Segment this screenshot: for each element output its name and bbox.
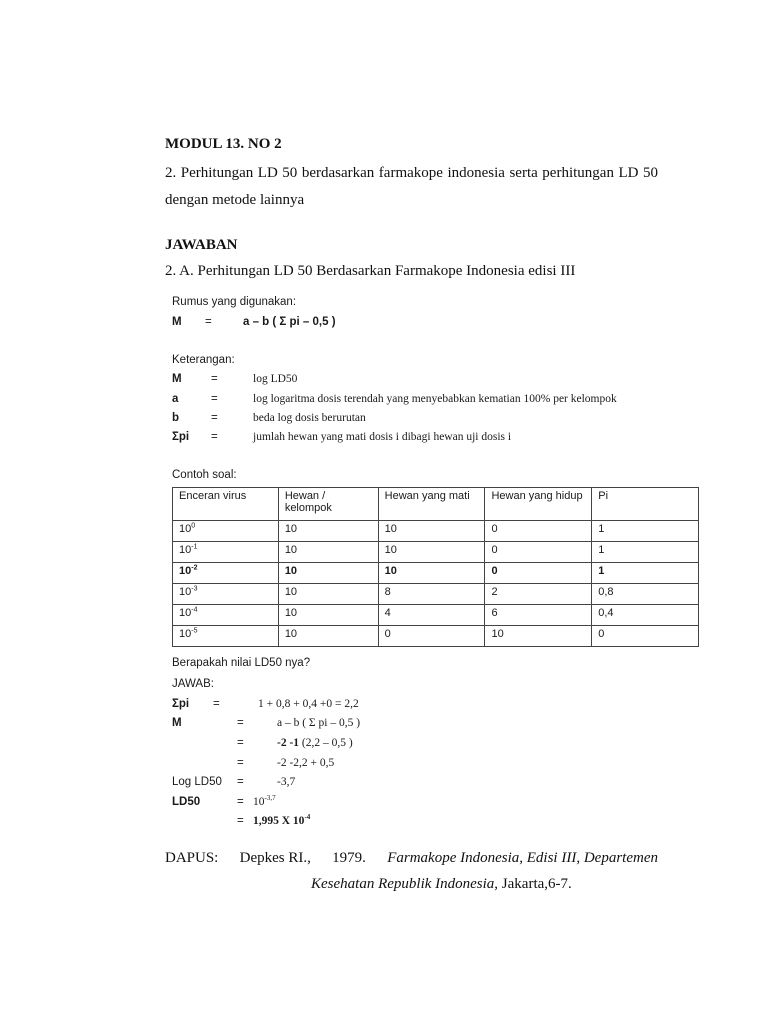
table-cell: 8 [378, 584, 485, 605]
legend-desc-a: log logaritma dosis terendah yang menyebabkan kematian 100% per kelompok [253, 393, 617, 405]
table-cell: 10 [278, 521, 378, 542]
table-cell: 1 [592, 542, 699, 563]
calc-step1-eq: = [237, 737, 244, 749]
legend-eq-b: = [211, 412, 218, 424]
legend-sym-m: M [172, 373, 182, 385]
legend-desc-sigma: jumlah hewan yang mati dosis i dibagi hewan uji dosis i [253, 431, 512, 443]
calc-ld-rhs: $10^{-3,7}$ [253, 794, 276, 808]
legend-desc-b: beda log dosis berurutan [253, 412, 366, 424]
calc-log-eq: = [237, 776, 244, 788]
reference-year: 1979. [332, 850, 366, 866]
reference-title-part1: Farmakope Indonesia, Edisi III, Departemen [387, 850, 658, 866]
calc-final-value: 1,995 X $10^{-4}$ [253, 813, 311, 827]
table-cell: 10 [378, 563, 485, 584]
table-header: Pi [592, 488, 699, 521]
calc-m-eq: = [237, 717, 244, 729]
table-cell: 10 [485, 626, 592, 647]
table-cell: 0,4 [592, 605, 699, 626]
table-cell: 0,8 [592, 584, 699, 605]
table-row [173, 563, 699, 584]
table-row [173, 521, 699, 542]
dilution-cell: $10^0$ [173, 521, 279, 542]
legend-desc-m: log LD50 [253, 373, 298, 385]
keterangan-label: Keterangan: [172, 354, 235, 366]
reference [165, 845, 658, 897]
dilution-cell: $10^{-5}$ [173, 626, 279, 647]
table-header: Enceran virus [173, 488, 279, 521]
answer-subtitle: 2. A. Perhitungan LD 50 Berdasarkan Farmakope Indonesia edisi III [165, 263, 576, 279]
formula-rhs: a – b ( Σ pi – 0,5 ) [243, 316, 336, 328]
dilution-cell: $10^{-1}$ [173, 542, 279, 563]
legend-sym-b: b [172, 412, 180, 424]
table-cell: 10 [278, 584, 378, 605]
module-title: MODUL 13. NO 2 [165, 136, 282, 152]
dilution-cell: $10^{-4}$ [173, 605, 279, 626]
table-cell: 10 [278, 563, 378, 584]
calc-question: Berapakah nilai LD50 nya? [172, 657, 311, 669]
legend-sym-sigma: Σpi [172, 431, 190, 443]
dilution-cell: $10^{-2}$ [173, 563, 279, 584]
table-cell: 0 [485, 542, 592, 563]
calc-step1: -2 -1 (2,2 – 0,5 ) [277, 737, 353, 749]
table-cell: 1 [592, 563, 699, 584]
table-row [173, 542, 699, 563]
table-header-row [173, 488, 699, 521]
dilution-cell: $10^{-3}$ [173, 584, 279, 605]
calc-step2-eq: = [237, 757, 244, 769]
table-row [173, 605, 699, 626]
table-cell: 6 [485, 605, 592, 626]
table-row [173, 626, 699, 647]
table-cell: 0 [485, 521, 592, 542]
calc-m-rhs: a – b ( Σ pi – 0,5 ) [277, 717, 361, 729]
reference-label: DAPUS: [165, 850, 219, 866]
calc-ld-eq: = [237, 796, 244, 808]
example-label: Contoh soal: [172, 469, 237, 481]
calc-step2: -2 -2,2 + 0,5 [277, 757, 335, 769]
legend-eq-sigma: = [211, 431, 218, 443]
reference-rest: , Jakarta,6-7. [494, 876, 572, 892]
table-header: Hewan yang hidup [485, 488, 592, 521]
legend-eq-a: = [211, 393, 218, 405]
table-cell: 4 [378, 605, 485, 626]
calc-final-eq: = [237, 815, 244, 827]
table-row [173, 584, 699, 605]
answer-heading: JAWABAN [165, 237, 238, 253]
table-cell: 0 [378, 626, 485, 647]
table-header: Hewan yang mati [378, 488, 485, 521]
table-header: Hewan / kelompok [278, 488, 378, 521]
formula-eq: = [205, 316, 212, 328]
table-cell: 10 [378, 521, 485, 542]
table-cell: 10 [378, 542, 485, 563]
reference-title-part2: Kesehatan Republik Indonesia [311, 876, 495, 892]
calc-log-rhs: -3,7 [277, 776, 296, 788]
legend-sym-a: a [172, 393, 179, 405]
question-text: 2. Perhitungan LD 50 berdasarkan farmakope indonesia serta perhitungan LD 50 dengan metode lainnya [165, 165, 658, 208]
table-cell: 0 [592, 626, 699, 647]
jawab-label: JAWAB: [172, 678, 214, 690]
legend-eq-m: = [211, 373, 218, 385]
calc-m-lhs: M [172, 717, 182, 729]
calc-sum-lhs: Σpi [172, 698, 190, 710]
formula-lhs: M [172, 316, 182, 328]
data-table [172, 487, 699, 647]
formula-label: Rumus yang digunakan: [172, 296, 297, 308]
table-cell: 2 [485, 584, 592, 605]
calc-ld-lhs: LD50 [172, 796, 201, 808]
calc-sum-eq: = [213, 698, 220, 710]
table-cell: 10 [278, 626, 378, 647]
table-cell: 1 [592, 521, 699, 542]
table-cell: 0 [485, 563, 592, 584]
reference-author: Depkes RI., [239, 850, 311, 866]
table-cell: 10 [278, 542, 378, 563]
table-cell: 10 [278, 605, 378, 626]
calc-log-lhs: Log LD50 [172, 776, 222, 788]
calc-sum-rhs: 1 + 0,8 + 0,4 +0 = 2,2 [258, 698, 359, 710]
